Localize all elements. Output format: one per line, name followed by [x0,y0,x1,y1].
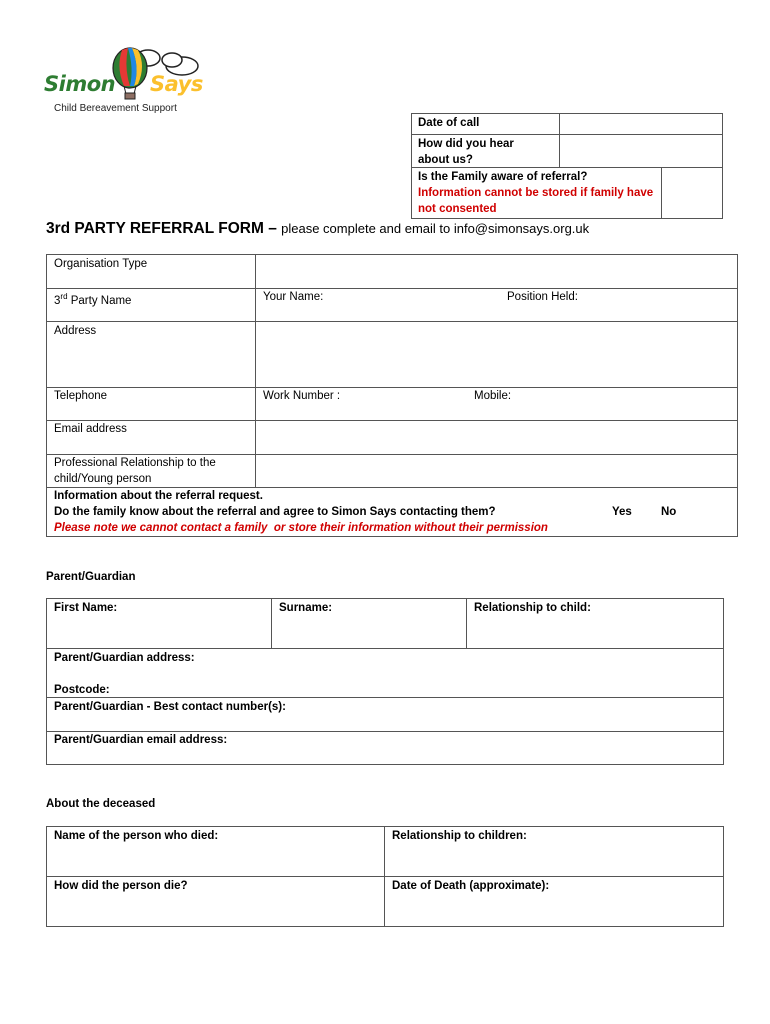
first-name-label: First Name: [54,602,118,614]
date-of-call-field[interactable] [560,114,722,134]
contact-number-field[interactable] [320,698,722,730]
relationship-label: Professional Relationship to the child/Young person [54,457,216,485]
surname-label: Surname: [279,602,333,614]
position-held-label: Position Held: [507,291,578,303]
first-name-field[interactable] [50,616,268,646]
deceased-section-heading: About the deceased [46,798,156,810]
form-title-sub: please complete and email to info@simonsays.org.uk [281,221,590,236]
telephone-label: Telephone [54,390,108,402]
form-title-main: 3rd PARTY REFERRAL FORM [46,220,264,237]
form-title [46,220,589,238]
date-of-death-label: Date of Death (approximate): [392,880,550,892]
address-field[interactable] [256,322,737,387]
third-party-name-label: 3rd Party Name [54,292,132,307]
family-aware-field[interactable] [662,168,722,218]
how-died-label: How did the person die? [54,880,188,892]
logo-word-says: Says [150,72,203,96]
logo-word-simon: Simon [44,72,116,96]
relationship-to-child-field[interactable] [470,616,722,646]
family-aware-note: Information cannot be stored if family have not consented [418,187,654,215]
logo [44,42,209,118]
consent-question: Do the family know about the referral and agree to Simon Says contacting them? [54,506,496,518]
relationship-field[interactable] [256,455,737,487]
your-name-field[interactable] [330,289,500,321]
surname-field[interactable] [275,616,463,646]
consent-no-option[interactable]: No [661,506,677,518]
relationship-to-children-label: Relationship to children: [392,830,527,842]
parent-address-field[interactable] [230,649,722,696]
deceased-name-field[interactable] [50,844,380,874]
parent-email-field[interactable] [260,732,722,764]
email-field[interactable] [256,421,737,454]
form-title-dash: – [263,220,282,237]
mobile-field[interactable] [522,388,737,420]
position-held-field[interactable] [590,289,737,321]
mobile-label: Mobile: [474,390,512,402]
logo-tagline: Child Bereavement Support [54,103,177,114]
address-label: Address [54,325,97,337]
parent-section-heading: Parent/Guardian [46,571,136,583]
info-heading: Information about the referral request. [54,490,263,502]
contact-number-label: Parent/Guardian - Best contact number(s): [54,701,286,713]
organisation-type-field[interactable] [256,255,737,288]
parent-address-label: Parent/Guardian address: [54,652,195,664]
parent-email-label: Parent/Guardian email address: [54,734,228,746]
how-heard-field[interactable] [560,135,722,167]
email-label: Email address [54,423,127,435]
relationship-to-children-field[interactable] [388,844,722,874]
date-of-death-field[interactable] [388,894,722,925]
consent-yes-option[interactable]: Yes [612,506,632,518]
family-aware-label: Is the Family aware of referral? [418,171,588,183]
consent-note: Please note we cannot contact a family or store their information without their permission [54,522,548,534]
work-number-label: Work Number : [263,390,341,402]
how-died-field[interactable] [50,894,380,925]
organisation-type-label: Organisation Type [54,258,148,270]
date-of-call-label: Date of call [418,117,480,129]
how-heard-label: How did you hear about us? [418,138,514,166]
your-name-label: Your Name: [263,291,324,303]
relationship-to-child-label: Relationship to child: [474,602,591,614]
deceased-name-label: Name of the person who died: [54,830,219,842]
work-number-field[interactable] [355,388,470,420]
postcode-label: Postcode: [54,684,110,696]
